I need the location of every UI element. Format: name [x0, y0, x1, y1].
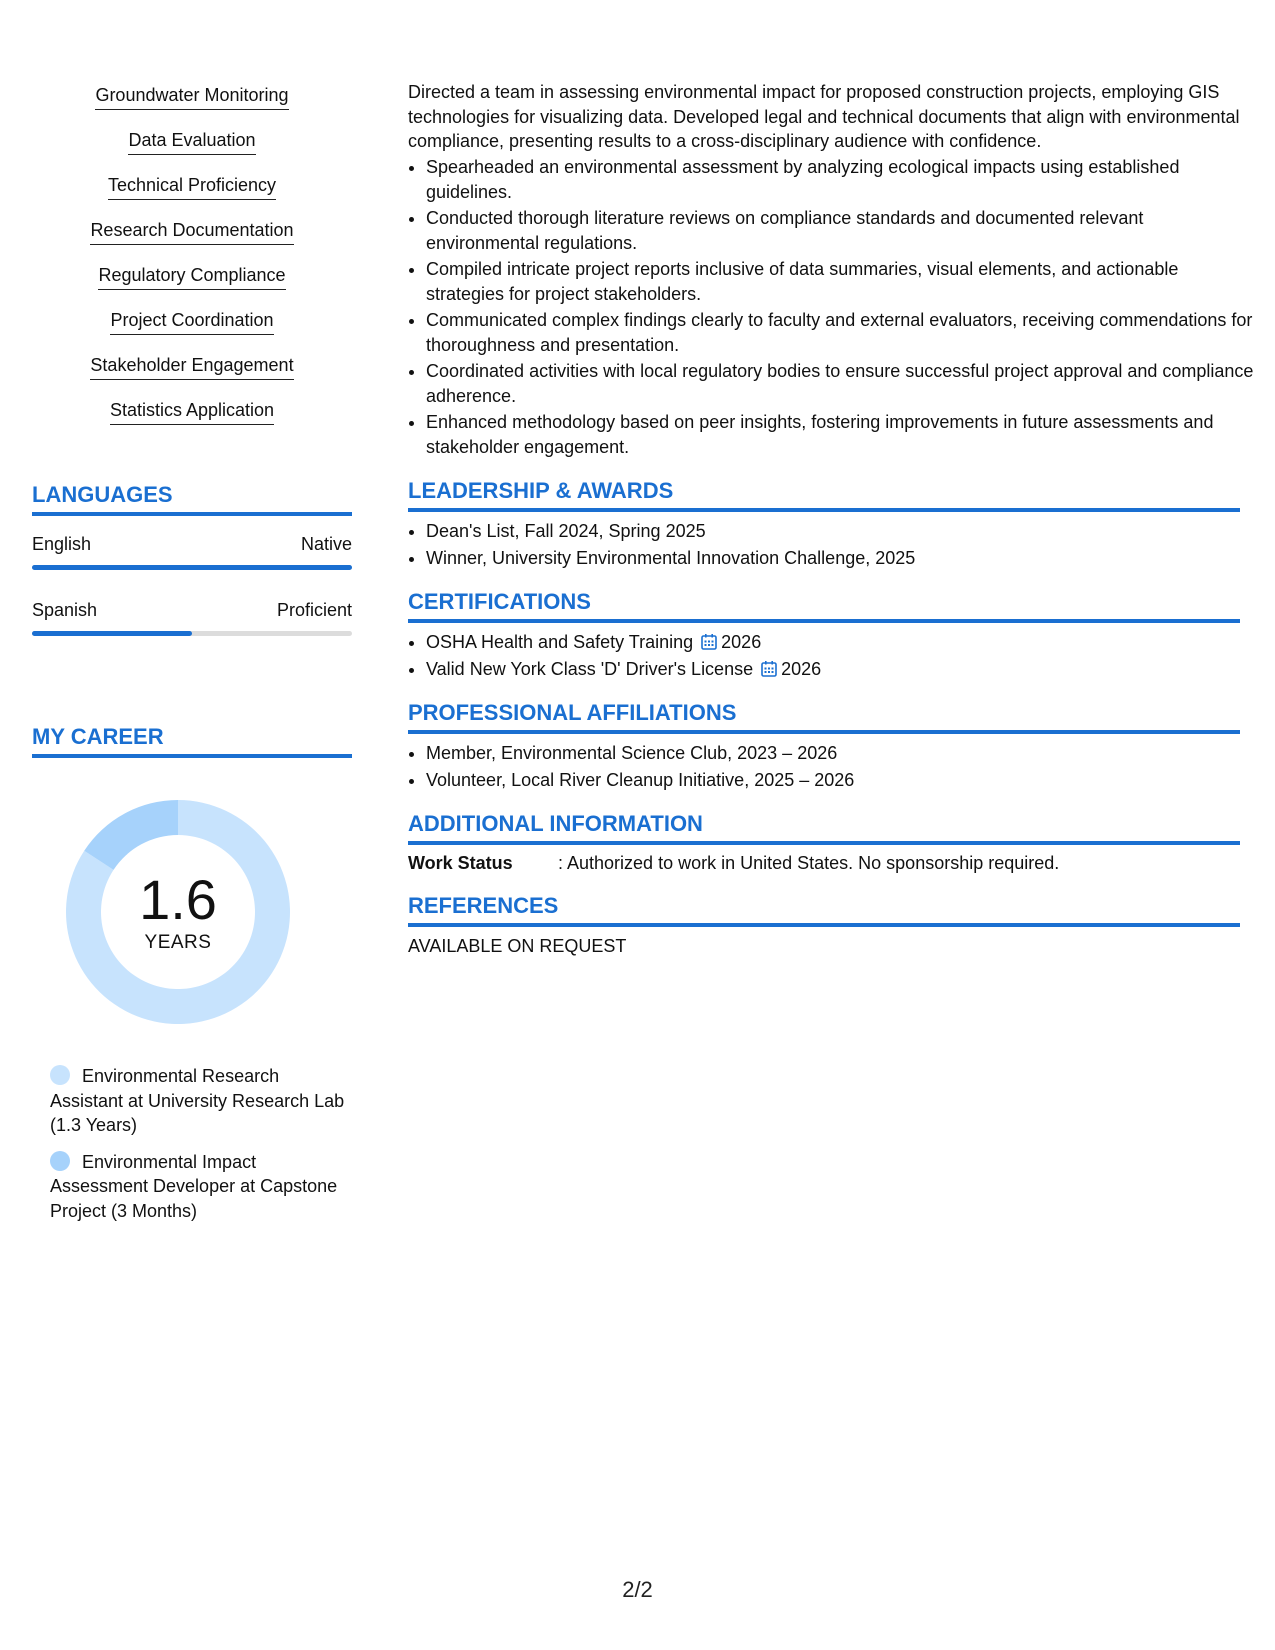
skill-item: [32, 399, 352, 444]
career-total-unit: YEARS: [144, 932, 212, 953]
leadership-section: [408, 478, 1240, 572]
additional-info-section: [408, 811, 1240, 874]
skill-item: [32, 84, 352, 129]
list-item: • Conducted thorough literature reviews on compliance standards and documented relevant environmental regulations.: [426, 206, 1258, 255]
language-name: English: [32, 534, 92, 554]
language-item: [32, 534, 352, 570]
page-number: 2/2: [622, 1577, 653, 1602]
career-donut-chart: [66, 800, 290, 1024]
donut-segment: [84, 800, 178, 870]
legend-dot: [50, 1065, 70, 1085]
skill-label: Stakeholder Engagement: [90, 354, 293, 380]
language-level: Proficient: [276, 600, 352, 620]
skill-label: Project Coordination: [110, 309, 273, 335]
skill-label: Groundwater Monitoring: [95, 84, 288, 110]
career-total-value: 1.6: [139, 868, 217, 931]
list-item: • Dean's List, Fall 2024, Spring 2025: [426, 518, 1240, 545]
skill-item: [32, 129, 352, 174]
list-item: • Spearheaded an environmental assessment by analyzing ecological impacts using established guidelines.: [426, 155, 1258, 204]
work-status-row: [408, 853, 1240, 874]
list-item: • Volunteer, Local River Cleanup Initiative, 2025 – 2026: [426, 767, 1240, 794]
legend-item: [50, 1150, 350, 1224]
list-item: • Coordinated activities with local regulatory bodies to ensure successful project approval and compliance adherence.: [426, 359, 1258, 408]
list-item: [426, 629, 1240, 656]
list-item: • Enhanced methodology based on peer insights, fostering improvements in future assessments and stakeholder engagement.: [426, 410, 1258, 459]
skill-label: Research Documentation: [90, 219, 293, 245]
certification-year: 2026: [781, 659, 822, 679]
references-text: AVAILABLE ON REQUEST: [408, 936, 627, 956]
skill-item: [32, 174, 352, 219]
languages-heading: LANGUAGES: [32, 482, 352, 516]
legend-item: [50, 1064, 350, 1138]
legend-label: Environmental Research Assistant at University Research Lab (1.3 Years): [50, 1066, 345, 1135]
calendar-icon: [701, 633, 717, 650]
certifications-heading: CERTIFICATIONS: [408, 589, 1240, 623]
list-item: • Communicated complex findings clearly to faculty and external evaluators, receiving commendations for thoroughness and presentation.: [426, 308, 1258, 357]
skill-label: Statistics Application: [110, 399, 274, 425]
languages-section: [32, 482, 352, 636]
certification-year: 2026: [721, 632, 762, 652]
certifications-section: [408, 589, 1240, 683]
references-heading: REFERENCES: [408, 893, 1240, 927]
language-name: Spanish: [32, 600, 98, 620]
work-status-label: Work Status: [408, 853, 513, 873]
language-bar: [32, 565, 352, 570]
career-section: [32, 724, 352, 1221]
experience-bullets: [408, 155, 1258, 461]
additional-info-heading: ADDITIONAL INFORMATION: [408, 811, 1240, 845]
experience-summary: Directed a team in assessing environmental impact for proposed construction projects, employing GIS technologies for visualizing data. Developed legal and technical documents that align with environmental compliance, presenting results to a cross-disciplinary audience with confidence.: [408, 82, 1240, 151]
list-item: • Compiled intricate project reports inclusive of data summaries, visual elements, and actionable strategies for project stakeholders.: [426, 257, 1258, 306]
list-item: • Winner, University Environmental Innovation Challenge, 2025: [426, 545, 1240, 572]
language-bar-fill: [32, 565, 352, 570]
references-section: [408, 893, 1240, 957]
skill-item: [32, 309, 352, 354]
skill-label: Regulatory Compliance: [98, 264, 285, 290]
calendar-icon: [761, 660, 777, 677]
career-legend: [50, 1064, 350, 1235]
legend-label: Environmental Impact Assessment Developer at Capstone Project (3 Months): [50, 1151, 338, 1221]
certification-name: Valid New York Class 'D' Driver's License: [426, 659, 754, 679]
list-item: [426, 656, 1240, 683]
legend-dot: [50, 1151, 70, 1171]
affiliations-section: [408, 700, 1240, 794]
list-item: • Member, Environmental Science Club, 2023 – 2026: [426, 740, 1240, 767]
skill-label: Technical Proficiency: [108, 174, 276, 200]
skill-item: [32, 264, 352, 309]
language-bar: [32, 631, 352, 636]
leadership-heading: LEADERSHIP & AWARDS: [408, 478, 1240, 512]
career-heading: MY CAREER: [32, 724, 352, 758]
language-item: [32, 600, 352, 636]
language-level: Native: [300, 534, 352, 554]
skill-item: [32, 219, 352, 264]
skill-item: [32, 354, 352, 399]
skill-label: Data Evaluation: [128, 129, 255, 155]
certification-name: OSHA Health and Safety Training: [426, 632, 694, 652]
language-bar-fill: [32, 631, 192, 636]
work-status-value: : Authorized to work in United States. No sponsorship required.: [558, 853, 1060, 873]
skills-list: [32, 84, 352, 444]
affiliations-heading: PROFESSIONAL AFFILIATIONS: [408, 700, 1240, 734]
